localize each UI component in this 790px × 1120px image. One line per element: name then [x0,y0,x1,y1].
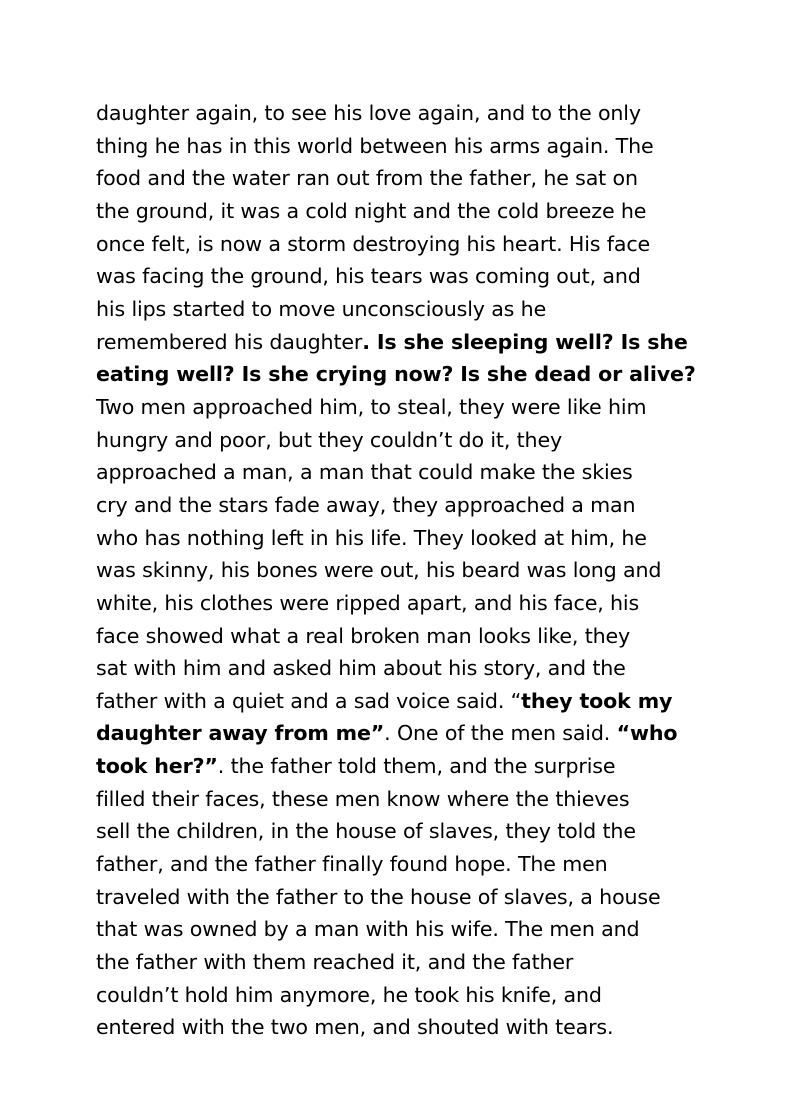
text-line [96,391,736,424]
text-line [96,489,736,522]
text-segment: . the father told them, and the surprise [217,754,616,779]
bold-text-segment: “who [616,721,678,746]
text-line [96,228,736,261]
story-text [96,97,736,1044]
text-segment: the ground, it was a cold night and the cold breeze he [96,198,647,223]
text-segment: cry and the stars fade away, they approached a man [96,492,636,517]
text-line [96,554,736,587]
text-segment: that was owned by a man with his wife. The men and [96,917,640,942]
text-line [96,815,736,848]
text-segment: daughter again, to see his love again, and to the only [96,101,641,125]
text-line [96,652,736,685]
text-segment: food and the water ran out from the father, he sat on [96,166,638,191]
text-segment: was skinny, his bones were out, his beard was long and [96,558,662,583]
text-segment: remembered his daughter [96,329,363,354]
text-line [96,587,736,620]
bold-text-segment: daughter away from me” [96,721,385,746]
bold-text-segment: they took my [521,688,673,713]
text-segment: entered with the two men, and shouted with tears. [96,1015,614,1040]
text-line [96,620,736,653]
text-segment: thing he has in this world between his arms again. The [96,133,654,158]
text-line [96,424,736,457]
text-line [96,260,736,293]
text-segment: father with a quiet and a sad voice said. “ [96,688,522,713]
text-segment: traveled with the father to the house of slaves, a house [96,884,661,909]
text-line [96,946,736,979]
text-line [96,97,736,130]
text-line [96,1011,736,1044]
text-segment: the father with them reached it, and the father [96,950,574,975]
text-segment: . One of the men said. [384,721,617,746]
text-line [96,130,736,163]
text-segment: father, and the father finally found hope. The men [96,852,608,877]
text-segment: white, his clothes were ripped apart, and his face, his [96,590,640,615]
text-segment: approached a man, a man that could make the skies [96,460,633,485]
text-line [96,162,736,195]
text-segment: who has nothing left in his life. They looked at him, he [96,525,647,550]
text-line [96,717,736,750]
text-line [96,522,736,555]
text-line [96,326,736,359]
text-line [96,881,736,914]
bold-text-segment: eating well? Is she crying now? Is she dead or alive? [96,362,696,387]
text-line [96,456,736,489]
text-segment: hungry and poor, but they couldn’t do it, they [96,427,563,452]
text-line [96,783,736,816]
bold-text-segment: . Is she sleeping well? Is she [362,329,688,354]
text-line [96,293,736,326]
text-segment: sell the children, in the house of slaves, they told the [96,819,636,844]
text-segment: once felt, is now a storm destroying his heart. His face [96,231,651,256]
text-segment: Two men approached him, to steal, they were like him [96,394,647,419]
text-segment: face showed what a real broken man looks like, they [96,623,631,648]
text-segment: filled their faces, these men know where the thieves [96,786,630,811]
text-line [96,913,736,946]
text-line [96,848,736,881]
text-line [96,685,736,718]
text-line [96,750,736,783]
text-segment: couldn’t hold him anymore, he took his knife, and [96,982,602,1007]
text-line [96,195,736,228]
text-line [96,358,736,391]
text-segment: his lips started to move unconsciously as he [96,296,547,321]
bold-text-segment: took her?” [96,754,218,779]
text-segment: sat with him and asked him about his story, and the [96,656,626,681]
text-segment: was facing the ground, his tears was coming out, and [96,264,641,289]
text-line [96,979,736,1012]
